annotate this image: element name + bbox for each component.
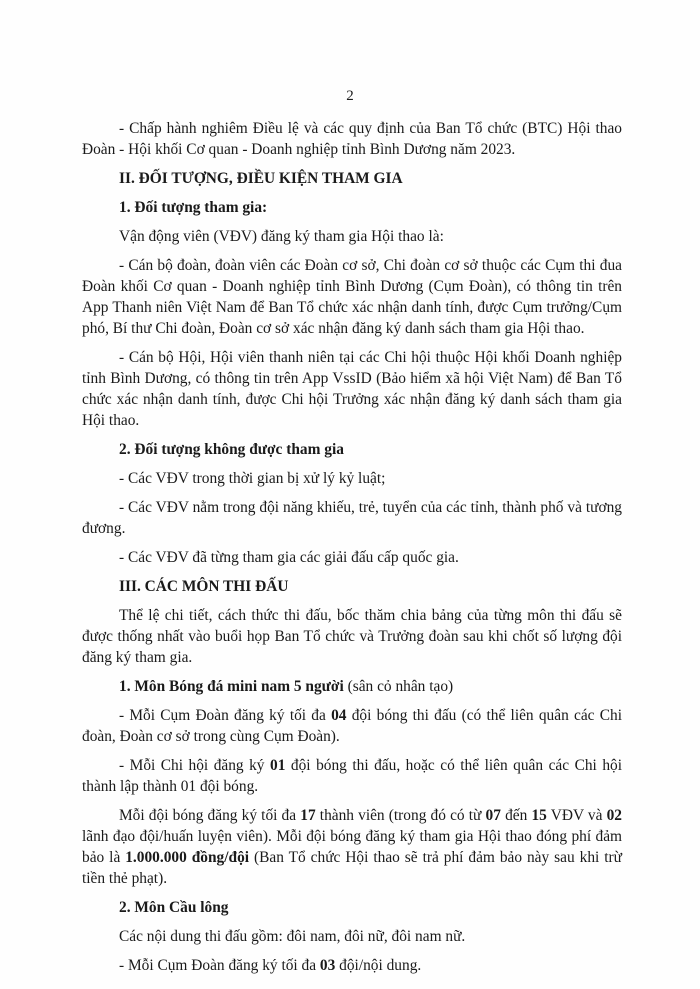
list-item: [82, 955, 622, 976]
text-run: - Mỗi Cụm Đoàn đăng ký tối đa: [119, 707, 332, 724]
list-item: - Các VĐV đã từng tham gia các giải đấu cấp quốc gia.: [119, 549, 459, 566]
section-2-sub1-heading: 1. Đối tượng tham gia:: [119, 199, 268, 216]
football-registration-paragraph: [82, 805, 622, 889]
bold-number: 17: [300, 807, 316, 824]
bold-number: 03: [319, 957, 336, 974]
bold-number: 02: [606, 807, 622, 824]
list-item: - Cán bộ Hội, Hội viên thanh niên tại các Chi hội thuộc Hội khối Doanh nghiệp tỉnh Bình Dương, có thông tin trên App VssID (Bảo hiểm xã hội Việt Nam) để Ban Tổ chức xác nhận danh tính, được Chi hội Trưởng xác nhận đăng ký danh sách tham gia Hội thao.: [82, 349, 622, 429]
text-run: - Mỗi Chi hội đăng ký: [119, 757, 271, 774]
text-run: VĐV và: [546, 807, 607, 824]
text-run: - Mỗi Cụm Đoàn đăng ký tối đa: [119, 957, 320, 974]
text-run: đội bóng thi đấu (có thể liên quân các Chi đoàn, Đoàn cơ sở trong cùng Cụm Đoàn).: [82, 707, 622, 745]
list-item: [82, 705, 622, 747]
text-run: thành viên (trong đó có từ: [315, 807, 486, 824]
bold-number: 01: [270, 757, 286, 774]
section-3-heading: III. CÁC MÔN THI ĐẤU: [119, 578, 289, 595]
list-item: - Cán bộ đoàn, đoàn viên các Đoàn cơ sở, Chi đoàn cơ sở thuộc các Cụm thi đua Đoàn khối Cơ quan - Doanh nghiệp tỉnh Bình Dương (Cụm Đoàn), có thông tin trên App Thanh niên Việt Nam để Ban Tổ chức xác nhận danh tính, được Cụm trưởng/Cụm phó, Bí thư Chi đoàn, Đoàn cơ sở xác nhận đăng ký danh sách tham gia Hội thao.: [82, 257, 622, 337]
intro-item: - Chấp hành nghiêm Điều lệ và các quy định của Ban Tổ chức (BTC) Hội thao Đoàn - Hội khối Cơ quan - Doanh nghiệp tỉnh Bình Dương năm 2023.: [82, 120, 622, 158]
football-title: 1. Môn Bóng đá mini nam 5 người: [119, 678, 344, 695]
football-title-note: (sân cỏ nhân tạo): [343, 678, 454, 695]
text-run: lãnh đạo đội/huấn luyện viên). Mỗi đội bóng đăng ký tham gia Hội thao đóng phí đảm bảo là: [82, 828, 622, 866]
section-2-sub2-heading: 2. Đối tượng không được tham gia: [119, 441, 344, 458]
text-run: (Ban Tổ chức Hội thao sẽ trả phí đảm bảo này sau khi trừ tiền thẻ phạt).: [82, 849, 622, 887]
section-3-lead: Thể lệ chi tiết, cách thức thi đấu, bốc thăm chia bảng của từng môn thi đấu sẽ được thống nhất vào buổi họp Ban Tổ chức và Trưởng đoàn sau khi chốt số lượng đội đăng ký tham gia.: [82, 607, 622, 666]
list-item: - Các VĐV nằm trong đội năng khiếu, trẻ, tuyển của các tỉnh, thành phố và tương đương.: [82, 499, 622, 537]
section-3-sub1-heading: [82, 676, 622, 697]
text-run: Mỗi đội bóng đăng ký tối đa: [119, 807, 301, 824]
page-number: 2: [346, 88, 354, 104]
bold-number: 07: [485, 807, 501, 824]
bold-number: 15: [531, 807, 547, 824]
badminton-lead: Các nội dung thi đấu gồm: đôi nam, đôi nữ, đôi nam nữ.: [119, 928, 466, 945]
section-2-sub1-lead: Vận động viên (VĐV) đăng ký tham gia Hội thao là:: [119, 228, 444, 245]
section-3-sub2-heading: 2. Môn Cầu lông: [119, 899, 229, 916]
text-run: đội/nội dung.: [335, 957, 422, 974]
section-2-heading: II. ĐỐI TƯỢNG, ĐIỀU KIỆN THAM GIA: [119, 170, 403, 187]
document-body: [82, 118, 622, 976]
list-item: - Các VĐV trong thời gian bị xử lý kỷ luật;: [119, 470, 386, 487]
text-run: đến: [500, 807, 532, 824]
text-run: đội bóng thi đấu, hoặc có thể liên quân các Chi hội thành lập thành 01 đội bóng.: [82, 757, 622, 795]
bold-fee: 1.000.000 đồng/đội: [125, 849, 250, 866]
list-item: [82, 755, 622, 797]
bold-number: 04: [331, 707, 347, 724]
